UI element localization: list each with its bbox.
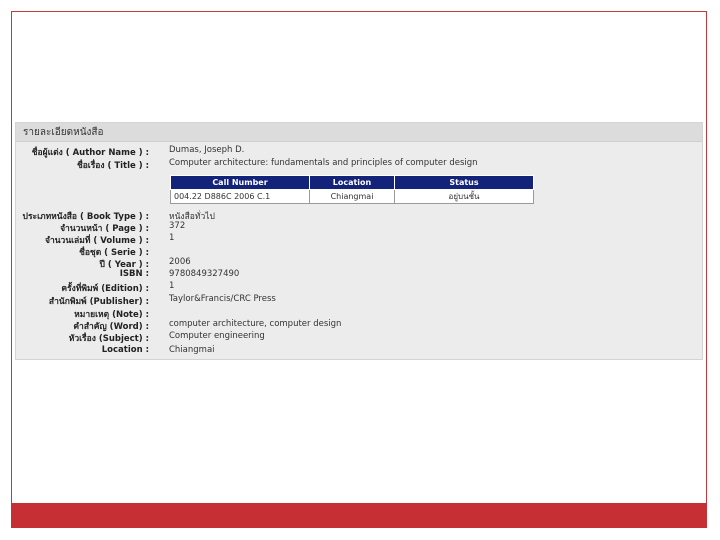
copies-table bbox=[170, 175, 534, 204]
field-value: 372 bbox=[169, 221, 186, 231]
table-row[interactable] bbox=[171, 190, 534, 204]
field-value: 1 bbox=[169, 233, 175, 243]
field-label: Location : bbox=[101, 345, 149, 355]
field-value: 9780849327490 bbox=[169, 269, 240, 279]
field-label: หมายเหตุ (Note) : bbox=[74, 310, 149, 320]
field-label: จำนวนหน้า ( Page ) : bbox=[60, 224, 149, 234]
panel-header bbox=[16, 123, 702, 142]
field-label: จำนวนเล่มที่ ( Volume ) : bbox=[44, 236, 149, 246]
field-label: ชื่อชุด ( Serie ) : bbox=[79, 248, 149, 258]
field-label: ชื่อผู้แต่ง ( Author Name ) : bbox=[31, 148, 149, 158]
field-value: Dumas, Joseph D. bbox=[169, 145, 245, 155]
field-value: Computer engineering bbox=[169, 331, 265, 341]
field-label: ครั้งที่พิมพ์ (Edition) : bbox=[61, 284, 149, 294]
copies-header-row bbox=[171, 176, 534, 190]
field-label: หัวเรื่อง (Subject) : bbox=[68, 334, 149, 344]
header-location: Location bbox=[310, 176, 395, 190]
header-call-number: Call Number bbox=[171, 176, 310, 190]
field-value: Chiangmai bbox=[169, 345, 215, 355]
call-number-cell: 004.22 D886C 2006 C.1 bbox=[171, 190, 310, 204]
footer-bar bbox=[11, 503, 707, 528]
location-cell: Chiangmai bbox=[310, 190, 395, 204]
header-status: Status bbox=[395, 176, 534, 190]
field-label: สำนักพิมพ์ (Publisher) : bbox=[48, 297, 149, 307]
status-cell: อยู่บนชั้น bbox=[395, 190, 534, 204]
field-value: computer architecture, computer design bbox=[169, 319, 342, 329]
field-value: หนังสือทั่วไป bbox=[169, 212, 215, 222]
field-label: ISBN : bbox=[119, 269, 149, 279]
field-value: Taylor&Francis/CRC Press bbox=[169, 294, 276, 304]
field-label: ประเภทหนังสือ ( Book Type ) : bbox=[22, 212, 149, 222]
field-value: 1 bbox=[169, 281, 175, 291]
field-label: คำสำคัญ (Word) : bbox=[73, 322, 149, 332]
field-label: ปี ( Year ) : bbox=[99, 260, 149, 270]
field-value: Computer architecture: fundamentals and principles of computer design bbox=[169, 158, 478, 168]
field-label: ชื่อเรื่อง ( Title ) : bbox=[76, 161, 149, 171]
book-detail-panel bbox=[15, 122, 703, 360]
field-value: 2006 bbox=[169, 257, 191, 267]
panel-title: รายละเอียดหนังสือ bbox=[23, 127, 104, 138]
